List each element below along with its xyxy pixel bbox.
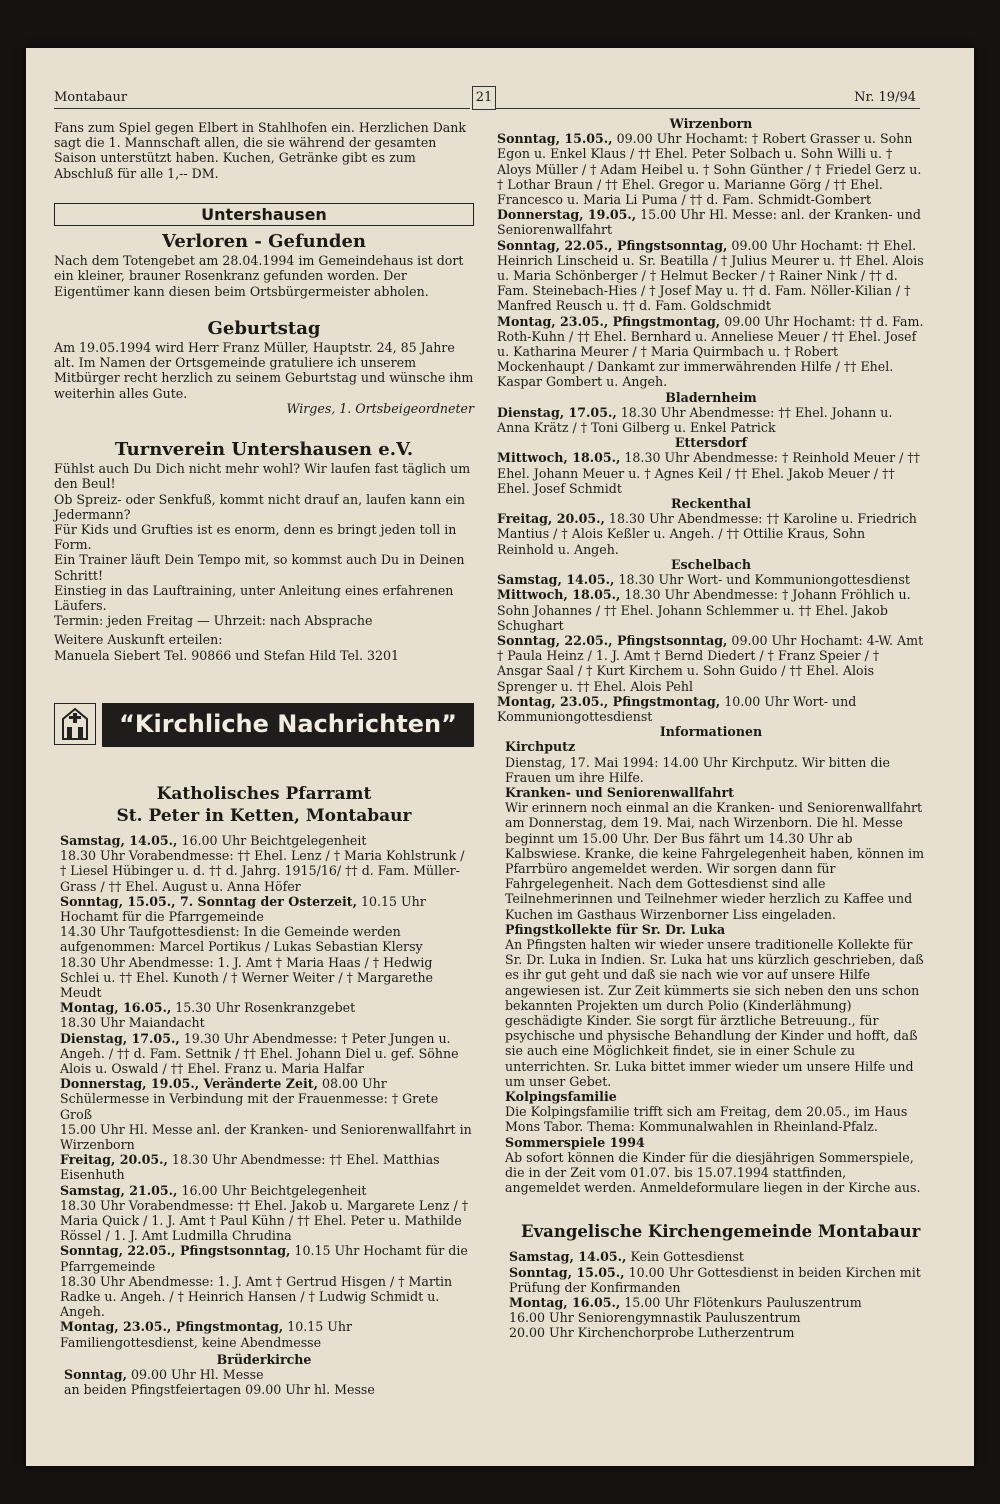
entry-text: 18.30 Uhr Maiandacht [60,1015,205,1031]
schedule-entry [497,405,925,435]
entry-text: 16.00 Uhr Beichtgelegenheit [177,832,367,848]
entry-text: 09.00 Uhr Hl. Messe [126,1367,264,1382]
parish-title: Bladernheim [665,389,757,405]
info-heading: Kirchputz [505,739,576,755]
entry-text: 14.30 Uhr Taufgottesdienst: In die Gemeinde werden aufgenommen: Marcel Portikus / Lukas Sebastian Klersy [60,924,423,955]
header-rule-left [54,108,470,109]
schedule-entry [60,848,474,894]
info-text: Ab sofort können die Kinder für die diesjährigen Sommerspiele, die in der Zeit vom 01.07. bis 15.07.1994 stattfinden, angemeldet werden. Anmeldeformulare liegen in der Kirche aus. [505,1149,921,1196]
tv-line: Manuela Siebert Tel. 90866 und Stefan Hild Tel. 3201 [54,647,400,663]
ev-title: Evangelische Kirchengemeinde Montabaur [521,1222,921,1242]
info-text: An Pfingsten halten wir wieder unsere traditionelle Kollekte für Sr. Dr. Luka in Indien. Sr. Luka hat uns kürzlich geschrieben, daß es ihr gut geht und daß sie nach wie vor auf unsere Hilfe angewiesen ist. Zur Zeit kümmerts sie sich neben den uns schon bekannten Projekten um durch Polio (Kinderlähmung) geschädigte Kinder. Sie sorgt für ärztliche Betreuung., für psychische und physische Behandlung der Kinder und hofft, daß sie auch eine Möglichkeit findet, sie in einer Schule zu unterrichten. Sr. Luka bittet immer wieder um unsere Hilfe und um unser Gebet. [505,936,924,1089]
entry-text: 09.00 Uhr Hochamt: 4-W. Amt † Paula Heinz / 1. J. Amt † Bernd Diedert / † Franz Speier / † Ansgar Saal / † Kurt Kirchem u. Sohn Guido / †† Ehel. Alois Sprenger u. †† Ehel. Alois Pehl [497,632,924,694]
parish-entries [497,511,925,557]
schedule-entry [60,1015,474,1030]
entry-text: 20.00 Uhr Kirchenchorprobe Lutherzentrum [509,1325,795,1341]
lost-found-text: Nach dem Totengebet am 28.04.1994 im Gemeindehaus ist dort ein kleiner, brauner Rosenkranz gefunden worden. Der Eigentümer kann diesen beim Ortsbürgermeister abholen. [54,253,464,299]
ev-entries [509,1249,925,1340]
entry-text: Kein Gottesdienst [626,1249,744,1265]
schedule-entry [60,1122,474,1152]
entry-text: 10.15 Uhr Hochamt für die Pfarrgemeinde [60,893,426,924]
lost-found-title: Verloren - Gefunden [162,231,366,253]
entry-date: Sonntag, 15.05., 7. Sonntag der Osterzeit, [60,893,357,909]
entry-date: Sonntag, [64,1367,127,1382]
kath-title-line2: St. Peter in Ketten, Montabaur [116,805,412,826]
entry-date: Montag, 16.05., [60,1000,172,1016]
entry-text: 09.00 Uhr Hochamt: †† Ehel. Heinrich Linscheid u. Sr. Beatilla / † Julius Meurer u. †† Ehel. Alois u. Maria Schönberger / † Helmut Becker / † Rainer Nink / †† d. Fam. Steinebach-Hies / † Josef May u. †† d. Fam. Nöller-Kilian / † Manfred Reusch u. †† d. Fam. Goldschmidt [497,237,924,314]
info-text: Dienstag, 17. Mai 1994: 14.00 Uhr Kirchputz. Wir bitten die Frauen um ihre Hilfe. [505,754,890,785]
schedule-entry [497,511,925,557]
schedule-entry [60,1274,474,1320]
entry-text: 08.00 Uhr Schülermesse in Verbindung mit der Frauenmesse: † Grete Groß [60,1076,439,1122]
entry-date: Sonntag, 15.05., [509,1264,625,1280]
schedule-entry [60,1183,474,1198]
kirchliche-nachrichten-banner [54,703,474,747]
entry-text: 16.00 Uhr Beichtgelegenheit [177,1182,367,1198]
entry-date: Montag, 23.05., Pfingstmontag, [497,313,721,329]
entry-date: Montag, 23.05., Pfingstmontag, [60,1319,284,1335]
entry-date: Mittwoch, 18.05., [497,587,621,603]
parish-entries [497,450,925,496]
schedule-entry [497,694,925,724]
info-heading: Kranken- und Seniorenwallfahrt [505,784,734,800]
tv-line: Ob Spreiz- oder Senkfuß, kommt nicht drauf an, laufen kann ein Jedermann? [54,491,465,522]
entry-text: 18.30 Uhr Vorabendmesse: †† Ehel. Lenz / † Maria Kohlstrunk / † Liesel Hübinger u. d. †† d. Jahrg. 1915/16/ †† d. Fam. Müller-Grass / †† Ehel. August u. Anna Höfer [60,848,465,894]
schedule-entry [497,633,925,694]
right-column [497,116,925,1341]
entry-date: Samstag, 14.05., [497,572,615,588]
entry-text: 15.00 Uhr Hl. Messe anl. der Kranken- und Seniorenwallfahrt in Wirzenborn [60,1121,472,1152]
tv-line: Fühlst auch Du Dich nicht mehr wohl? Wir laufen fast täglich um den Beul! [54,461,471,492]
schedule-entry [509,1325,925,1340]
schedule-entry [497,238,925,314]
entry-text: 18.30 Uhr Abendmesse: 1. J. Amt † Maria Haas / † Hedwig Schlei u. †† Ehel. Kunoth / † Werner Weiter / † Margarethe Meudt [60,954,434,1000]
entry-date: Samstag, 14.05., [60,832,178,848]
entry-date: Dienstag, 17.05., [497,404,617,420]
entry-text: 18.30 Uhr Abendmesse: † Johann Fröhlich u. Sohn Johannes / †† Ehel. Johann Schlemmer u. †† Ehel. Jakob Schughart [497,587,911,633]
schedule-entry [497,314,925,390]
schedule-entry [60,833,474,848]
schedule-entry [509,1265,925,1295]
schedule-entry [60,1243,474,1273]
parish-title: Reckenthal [671,496,751,512]
schedule-entry [60,1319,474,1349]
entry-date: Mittwoch, 18.05., [497,450,621,466]
header-rule-right [496,108,920,109]
kath-entries [60,833,474,1350]
entry-text: 19.30 Uhr Abendmesse: † Peter Jungen u. Angeh. / †† d. Fam. Settnik / †† Ehel. Johann Diel u. gef. Söhne Alois u. Oswald / †† Ehel. Franz u. Maria Halfar [60,1030,459,1076]
schedule-entry [60,894,474,924]
entry-text: 18.30 Uhr Abendmesse: †† Karoline u. Friedrich Mantius / † Alois Keßler u. Angeh. / †† Ottilie Kraus, Sohn Reinhold u. Angeh. [497,511,917,557]
bruderkirche-title: Brüderkirche [216,1351,312,1367]
birthday-title: Geburtstag [207,317,321,339]
left-column [54,120,474,1397]
tv-line: Ein Trainer läuft Dein Tempo mit, so kommst auch Du in Deinen Schritt! [54,552,465,583]
entry-date: Freitag, 20.05., [497,511,605,527]
schedule-entry [497,207,925,237]
schedule-entry [60,1152,474,1182]
schedule-entry [64,1367,474,1382]
entry-text: 18.30 Uhr Abendmesse: † Reinhold Meuer / †† Ehel. Johann Meuer u. † Agnes Keil / †† Ehel. Jakob Meuer / †† Ehel. Josef Schmidt [497,450,920,496]
info-heading: Pfingstkollekte für Sr. Dr. Luka [505,921,726,937]
kath-title-line1: Katholisches Pfarramt [156,783,372,804]
schedule-entry [60,1076,474,1122]
entry-text: 15.30 Uhr Rosenkranzgebet [171,1000,356,1016]
schedule-entry [497,587,925,633]
info-heading: Kolpingsfamilie [505,1089,617,1104]
birthday-signature: Wirges, 1. Ortsbeigeordneter [286,400,474,416]
entry-text: 16.00 Uhr Seniorengymnastik Pauluszentrum [509,1310,801,1326]
entry-text: 09.00 Uhr Hochamt: † Robert Grasser u. Sohn Egon u. Enkel Klaus / †† Ehel. Peter Solbach u. Sohn Willi u. † Aloys Müller / † Adam Heibel u. † Sohn Günther / † Friedel Gerz u. † Lothar Braun / †† Ehel. Gregor u. Marianne Görg / †† Ehel. Francesco u. Maria Li Puma / †† d. Fam. Schmidt-Gombert [497,131,922,208]
kath-title [54,783,474,827]
entry-text: 10.00 Uhr Wort- und Kommuniongottesdienst [497,693,857,724]
parish-entries [497,405,925,435]
turnverein-text [54,461,474,663]
tv-line: Einstieg in das Lauftraining, unter Anleitung eines erfahrenen Läufers. [54,582,454,614]
schedule-entry [509,1295,925,1310]
parish-entries [497,131,925,389]
page-number: 21 [472,86,496,110]
entry-text: 15.00 Uhr Hl. Messe: anl. der Kranken- und Seniorenwallfahrt [497,207,921,238]
entry-date: Freitag, 20.05., [60,1152,168,1168]
schedule-entry [64,1382,474,1397]
schedule-entry [497,572,925,587]
entry-date: Samstag, 21.05., [60,1182,178,1198]
parish-title: Ettersdorf [674,435,748,451]
schedule-entry [509,1249,925,1264]
entry-date: Sonntag, 15.05., [497,131,613,147]
entry-text: 10.00 Uhr Gottesdienst in beiden Kirchen mit Prüfung der Konfirmanden [509,1264,921,1295]
entry-text: 15.00 Uhr Flötenkurs Pauluszentrum [620,1295,862,1311]
entry-text: 10.15 Uhr Familiengottesdienst, keine Abendmesse [60,1319,352,1350]
schedule-entry [497,450,925,496]
tv-line: Weitere Auskunft erteilen: [54,632,223,648]
header-issue: Nr. 19/94 [854,90,916,105]
info-text: Wir erinnern noch einmal an die Kranken- und Seniorenwallfahrt am Donnerstag, dem 19. Mai, nach Wirzenborn. Die hl. Messe beginnt um 15.00 Uhr. Der Bus fährt um 14.30 Uhr ab Kalbswiese. Kranke, die keine Fahrgelegenheit haben, können im Pfarrbüro angemeldet werden. Wir sorgen dann für Fahrgelegenheit. Nach dem Gottesdienst sind alle Teilnehmerinnen und Teilnehmer wieder herzlich zu Kaffee und Kuchen im Gasthaus Wirzenborner Liss eingeladen. [505,800,925,922]
entry-date: Sonntag, 22.05., Pfingstsonntag, [497,237,728,253]
entry-date: Donnerstag, 19.05., [497,207,637,223]
section-box-untershausen: Untershausen [54,203,474,226]
intro-text: Fans zum Spiel gegen Elbert in Stahlhofen ein. Herzlichen Dank sagt die 1. Mannschaft allen, die sie während der gesamten Saison unterstützt haben. Kuchen, Getränke gibt es zum Abschluß für alle 1,-- DM. [54,120,467,181]
banner-title: “Kirchliche Nachrichten” [102,703,474,747]
schedule-entry [60,1000,474,1015]
entry-text: 18.30 Uhr Abendmesse: 1. J. Amt † Gertrud Hisgen / † Martin Radke u. Angeh. / † Heinrich Hansen / † Ludwig Schmidt u. Angeh. [60,1273,453,1320]
tv-line: Termin: jeden Freitag — Uhrzeit: nach Absprache [54,613,373,629]
parish-title: Eschelbach [670,556,752,572]
info-text: Die Kolpingsfamilie trifft sich am Freitag, dem 20.05., im Haus Mons Tabor. Thema: Kommunalwahlen in Rheinland-Pfalz. [505,1104,908,1135]
bruder-entries [64,1367,474,1397]
tv-line: Für Kids und Grufties ist es enorm, denn es bringt jeden toll in Form. [54,522,457,553]
parish-title: Wirzenborn [669,116,753,131]
entry-text: 10.15 Uhr Hochamt für die Pfarrgemeinde [60,1243,468,1274]
entry-date: Montag, 23.05., Pfingstmontag, [497,693,721,709]
schedule-entry [509,1310,925,1325]
entry-date: Donnerstag, 19.05., Veränderte Zeit, [60,1076,318,1092]
birthday-text: Am 19.05.1994 wird Herr Franz Müller, Hauptstr. 24, 85 Jahre alt. Im Namen der Ortsgemeinde gratuliere ich unserem Mitbürger recht herzlich zu seinem Geburtstag und wünsche ihm weiterhin alles Gute. [54,340,474,401]
schedule-entry [60,1198,474,1244]
turnverein-title: Turnverein Untershausen e.V. [114,439,414,461]
entry-date: Samstag, 14.05., [509,1249,627,1265]
info-title: Informationen [659,724,763,740]
entry-text: 18.30 Uhr Wort- und Kommuniongottesdienst [614,572,910,588]
church-icon [54,703,96,745]
entry-text: an beiden Pfingstfeiertagen 09.00 Uhr hl. Messe [64,1382,375,1398]
entry-text: 18.30 Uhr Vorabendmesse: †† Ehel. Jakob u. Margarete Lenz / † Maria Quick / 1. J. Amt † Paul Kühn / †† Ehel. Peter u. Mathilde Rössel / 1. J. Amt Ludmilla Chrudina [60,1197,468,1244]
parish-entries [497,572,925,724]
header-town: Montabaur [54,90,128,105]
entry-text: 09.00 Uhr Hochamt: †† d. Fam. Roth-Kuhn / †† Ehel. Bernhard u. Anneliese Meuer / †† Ehel. Josef u. Katharina Meurer / † Maria Quirmbach u. † Robert Mockenhaupt / Dankamt zur immerwährenden Hilfe / †† Ehel. Kaspar Gombert u. Angeh. [497,313,924,390]
schedule-entry [60,955,474,1001]
entry-date: Sonntag, 22.05., Pfingstsonntag, [60,1243,291,1259]
schedule-entry [60,924,474,954]
entry-date: Dienstag, 17.05., [60,1030,180,1046]
entry-date: Sonntag, 22.05., Pfingstsonntag, [497,632,728,648]
entry-text: 18.30 Uhr Abendmesse: †† Ehel. Matthias Eisenhuth [60,1152,440,1183]
mass-schedule [497,116,925,724]
entry-text: 18.30 Uhr Abendmesse: †† Ehel. Johann u. Anna Krätz / † Toni Gilberg u. Enkel Patrick [497,404,893,436]
info-heading: Sommerspiele 1994 [505,1134,645,1150]
schedule-entry [497,131,925,207]
entry-date: Montag, 16.05., [509,1295,621,1311]
schedule-entry [60,1031,474,1077]
info-list [497,739,925,1195]
